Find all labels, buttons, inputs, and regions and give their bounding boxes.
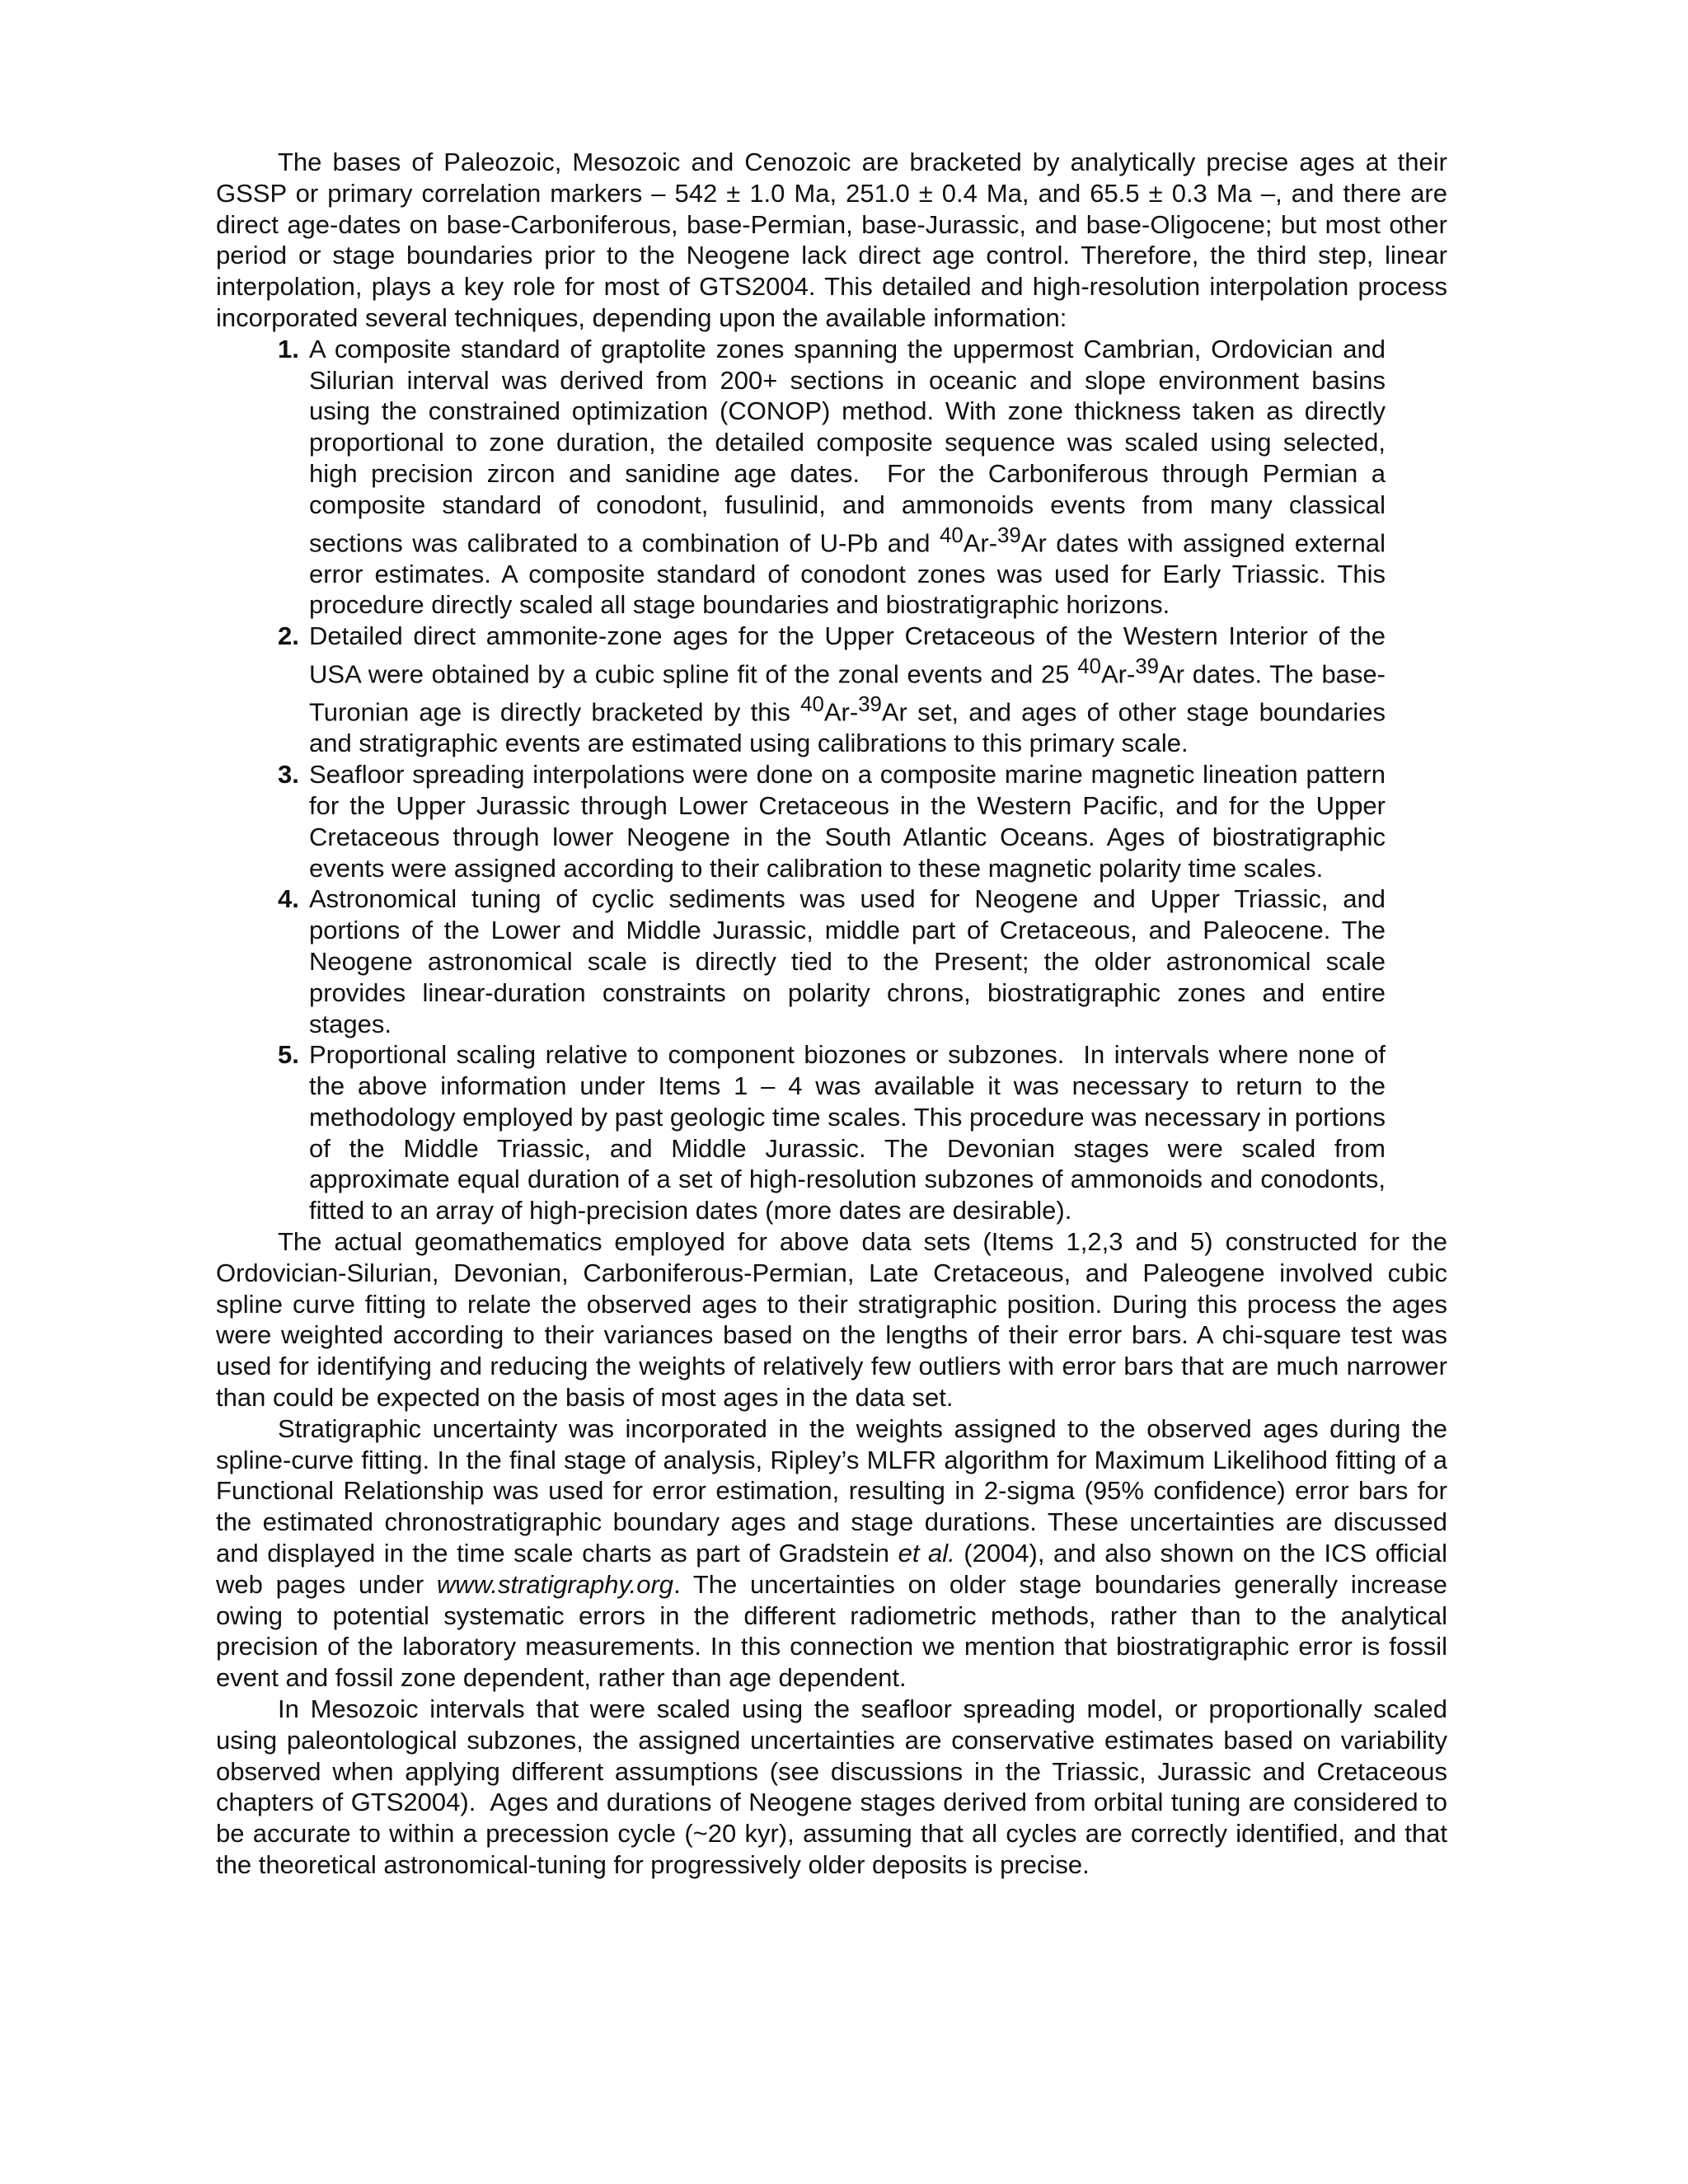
paragraph-uncertainty-c: . The uncertainties on older stage boundaries generally increase owing to potential systematic errors in the different radiometric methods, rather than to the analytical precision of the laboratory measurements. In this connection we mention that biostratigraphic error is fossil event and fossil zone dependent, rather than age dependent. bbox=[216, 1569, 1447, 1693]
list-item-5 bbox=[278, 1039, 1393, 1226]
et-al: et al. bbox=[898, 1539, 955, 1568]
superscript: 40 bbox=[939, 523, 964, 547]
document-page bbox=[216, 147, 1455, 1881]
list-item-3 bbox=[278, 759, 1386, 883]
paragraph-geomathematics: The actual geomathematics employed for above data sets (Items 1,2,3 and 5) constructed for the Ordovician-Silurian, Devonian, Carboniferous-Permian, Late Cretaceous, and Paleogene involved cubic spline curve fitting to relate the observed ages to their stratigraphic position. During this process the ages were weighted according to their variances based on the lengths of their error bars. A chi-square test was used for identifying and reducing the weights of relatively few outliers with error bars that are much narrower than could be expected on the basis of most ages in the data set. bbox=[216, 1227, 1447, 1413]
superscript: 39 bbox=[858, 693, 882, 717]
list-number-4: 4. bbox=[278, 884, 299, 914]
list-text-2-ar: Ar- bbox=[1100, 659, 1136, 689]
paragraph-uncertainty bbox=[216, 1413, 1447, 1694]
list-item-2 bbox=[278, 621, 1386, 759]
list-number-5: 5. bbox=[278, 1040, 299, 1070]
list-text-1b: Ar dates with assigned external error estimates. A composite standard of conodont zones was used for Early Triassic. This procedure directly scaled all stage boundaries and biostratigraphic horizons. bbox=[309, 527, 1386, 620]
list-number-2: 2. bbox=[278, 621, 299, 651]
superscript: 39 bbox=[1135, 655, 1159, 679]
list-text-2b: Ar dates. The base-Turonian age is directly bracketed by this bbox=[309, 659, 1386, 727]
paragraph-mesozoic: In Mesozoic intervals that were scaled using the seafloor spreading model, or proportionally scaled using paleontological subzones, the assigned uncertainties are conservative estimates based on variability observed when applying different assumptions (see discussions in the Triassic, Jurassic and Cretaceous chapters of GTS2004). Ages and durations of Neogene stages derived from orbital tuning are considered to be accurate to within a precession cycle (~20 kyr), assuming that all cycles are correctly identified, and that the theoretical astronomical-tuning for progressively older deposits is precise. bbox=[216, 1694, 1455, 1880]
list-text-5: Proportional scaling relative to component biozones or subzones. In intervals where none of the above information under Items 1 – 4 was available it was necessary to return to the methodology employed by past geologic time scales. This procedure was necessary in portions of the Middle Triassic, and Middle Jurassic. The Devonian stages were scaled from approximate equal duration of a set of high-resolution subzones of ammonoids and conodonts, fitted to an array of high-precision dates (more dates are desirable). bbox=[309, 1040, 1393, 1226]
list-text-1-ar: Ar- bbox=[963, 527, 998, 557]
list-text-2c: Ar set, and ages of other stage boundaries and stratigraphic events are estimated using calibrations to this primary scale. bbox=[309, 697, 1386, 758]
list-text-2-ar: Ar- bbox=[823, 697, 859, 727]
paragraph-uncertainty-a: Stratigraphic uncertainty was incorporated in the weights assigned to the observed ages during the spline-curve fitting. In the final stage of analysis, Ripley’s MLFR algorithm for Maximum Likelihood fitting of a Functional Relationship was used for error estimation, resulting in 2-sigma (95% confidence) error bars for the estimated chronostratigraphic boundary ages and stage durations. These uncertainties are discussed and displayed in the time scale charts as part of Gradstein bbox=[216, 1413, 1447, 1568]
list-number-1: 1. bbox=[278, 334, 299, 363]
superscript: 40 bbox=[800, 693, 824, 717]
paragraph-intro: The bases of Paleozoic, Mesozoic and Cenozoic are bracketed by analytically precise ages at their GSSP or primary correlation markers – 542 ± 1.0 Ma, 251.0 ± 0.4 Ma, and 65.5 ± 0.3 Ma –, and there are direct age-dates on base-Carboniferous, base-Permian, base-Jurassic, and base-Oligocene; but most other period or stage boundaries prior to the Neogene lack direct age control. Therefore, the third step, linear interpolation, plays a key role for most of GTS2004. This detailed and high-resolution interpolation process incorporated several techniques, depending upon the available information: bbox=[216, 148, 1447, 332]
list-text-2a: Detailed direct ammonite-zone ages for the Upper Cretaceous of the Western Interior of the USA were obtained by a cubic spline fit of the zonal events and 25 bbox=[309, 621, 1386, 689]
website-link[interactable]: www.stratigraphy.org bbox=[436, 1569, 674, 1599]
list-text-3: Seafloor spreading interpolations were done on a composite marine magnetic lineation pattern for the Upper Jurassic through Lower Cretaceous in the Western Pacific, and for the Upper Cretaceous through lower Neogene in the South Atlantic Oceans. Ages of biostratigraphic events were assigned according to their calibration to these magnetic polarity time scales. bbox=[309, 760, 1386, 883]
list-item-4 bbox=[278, 883, 1386, 1039]
list-number-3: 3. bbox=[278, 760, 299, 790]
list-item-1 bbox=[278, 334, 1393, 621]
list-text-1a: A composite standard of graptolite zones spanning the uppermost Cambrian, Ordovician and Silurian interval was derived from 200+ sections in oceanic and slope environment basins using the constrained optimization (CONOP) method. With zone thickness taken as directly proportional to zone duration, the detailed composite sequence was scaled using selected, high precision zircon and sanidine age dates. For the Carboniferous through Permian a composite standard of conodont, fusulinid, and ammonoids events from many classical sections was calibrated to a combination of U-Pb and bbox=[309, 334, 1393, 557]
paragraph-uncertainty-b: (2004), and also shown on the ICS official web pages under bbox=[216, 1539, 1447, 1599]
list-text-4: Astronomical tuning of cyclic sediments was used for Neogene and Upper Triassic, and portions of the Lower and Middle Jurassic, middle part of Cretaceous, and Paleocene. The Neogene astronomical scale is directly tied to the Present; the older astronomical scale provides linear-duration constraints on polarity chrons, biostratigraphic zones and entire stages. bbox=[309, 884, 1386, 1038]
superscript: 40 bbox=[1077, 655, 1101, 679]
superscript: 39 bbox=[997, 523, 1021, 547]
technique-list bbox=[278, 334, 1393, 1226]
